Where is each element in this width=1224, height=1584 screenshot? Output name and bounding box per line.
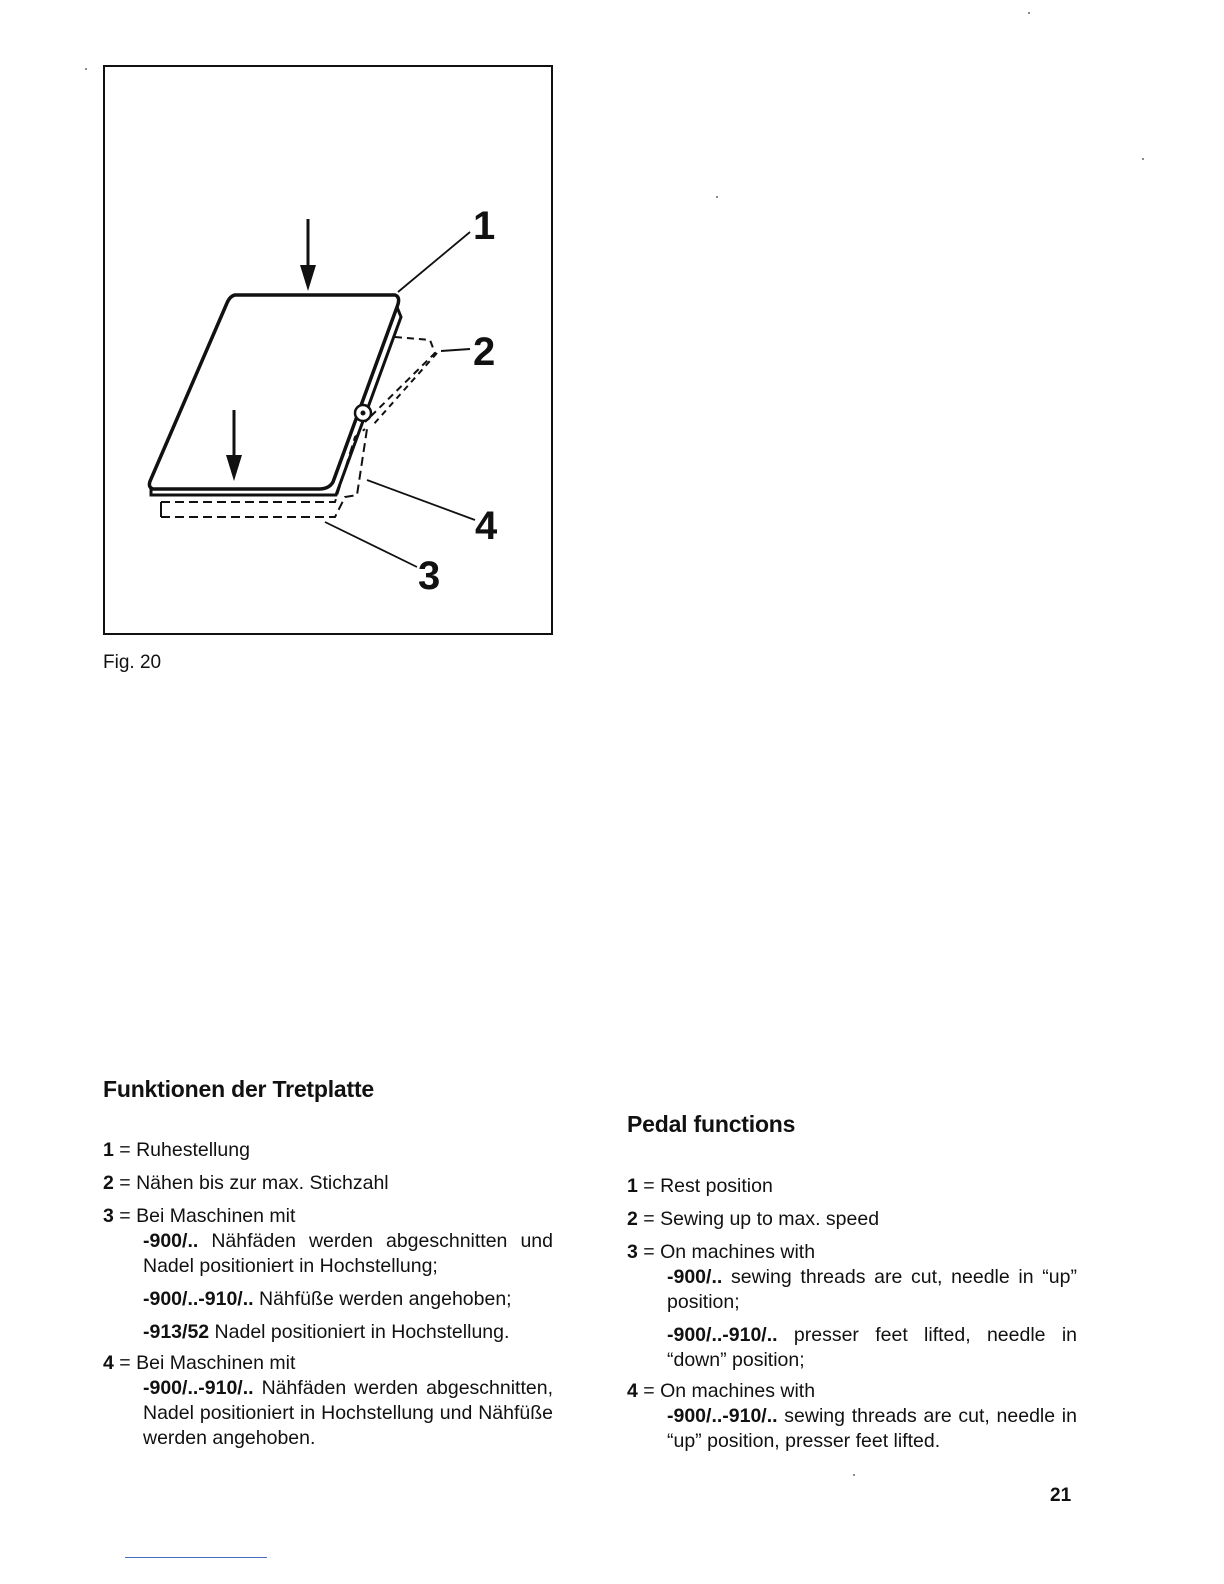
scan-speck bbox=[1028, 12, 1030, 14]
list-item: 2 = Nähen bis zur max. Stichzahl bbox=[103, 1172, 389, 1194]
german-heading: Funktionen der Tretplatte bbox=[103, 1076, 375, 1102]
list-subitem: -900/..-910/.. Nähfüße werden angehoben; bbox=[143, 1288, 512, 1310]
figure-20 bbox=[103, 65, 553, 635]
arrow-down-icon bbox=[300, 265, 316, 291]
list-item: 1 = Ruhestellung bbox=[103, 1139, 250, 1161]
english-heading: Pedal functions bbox=[627, 1111, 796, 1137]
figure-label-2: 2 bbox=[473, 330, 496, 374]
list-subitem: -900/.. sewing threads are cut, needle in “up” position; bbox=[667, 1266, 1077, 1313]
scan-speck bbox=[716, 196, 718, 198]
pedal-diagram bbox=[105, 67, 551, 633]
scan-artifact-line bbox=[125, 1557, 267, 1558]
english-list bbox=[627, 1174, 1077, 1454]
list-item: 3 = On machines with bbox=[627, 1241, 816, 1263]
list-item: 4 = On machines with bbox=[627, 1380, 816, 1402]
figure-label-3: 3 bbox=[418, 554, 441, 598]
figure-label-1: 1 bbox=[473, 204, 496, 248]
list-subitem: -900/..-910/.. presser feet lifted, needle in “down” position; bbox=[667, 1324, 1077, 1371]
pedal-plate bbox=[149, 295, 398, 489]
scan-speck bbox=[1142, 158, 1144, 160]
list-item: 3 = Bei Maschinen mit bbox=[103, 1205, 296, 1227]
figure-label-4: 4 bbox=[475, 504, 498, 548]
figure-caption: Fig. 20 bbox=[103, 652, 162, 673]
scan-speck bbox=[853, 1474, 855, 1476]
list-item: 2 = Sewing up to max. speed bbox=[627, 1208, 880, 1230]
list-subitem: -900/..-910/.. Nähfäden werden abgeschnitten, Nadel positioniert in Hochstellung und Nähfüße werden angehoben. bbox=[143, 1377, 553, 1449]
scan-speck bbox=[85, 68, 87, 70]
list-item: 1 = Rest position bbox=[627, 1175, 773, 1197]
list-subitem: -900/..-910/.. sewing threads are cut, needle in “up” position, presser feet lifted. bbox=[667, 1405, 1077, 1452]
german-list bbox=[103, 1138, 553, 1451]
page-number: 21 bbox=[1050, 1485, 1072, 1506]
list-item: 4 = Bei Maschinen mit bbox=[103, 1352, 296, 1374]
list-subitem: -900/.. Nähfäden werden abgeschnitten und Nadel positioniert in Hochstellung; bbox=[143, 1230, 553, 1277]
list-subitem: -913/52 Nadel positioniert in Hochstellung. bbox=[143, 1321, 510, 1343]
